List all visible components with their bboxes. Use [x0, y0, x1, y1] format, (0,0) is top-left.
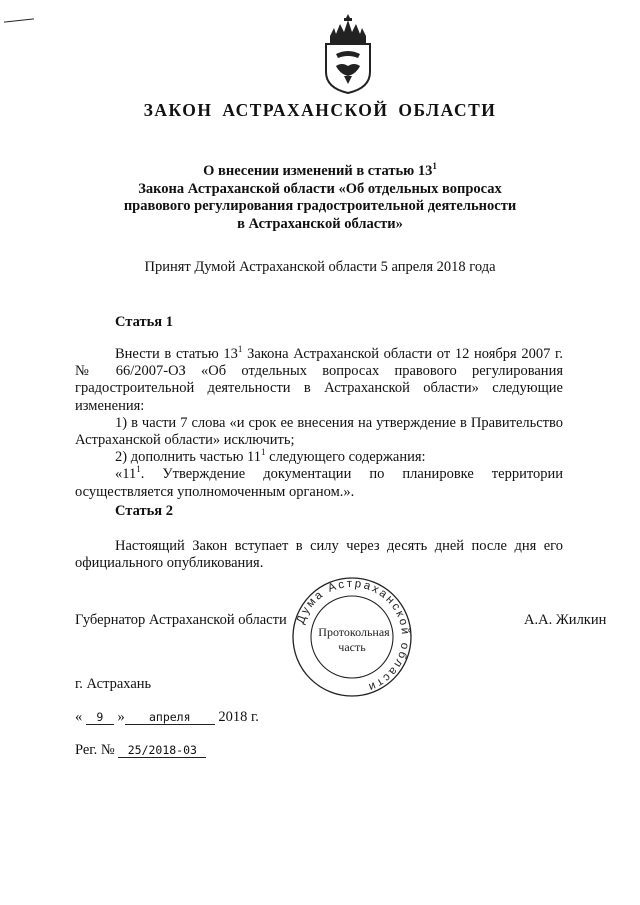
- signing-date: [75, 709, 259, 726]
- date-close-quote: »: [117, 709, 125, 725]
- date-open-quote: «: [75, 709, 83, 725]
- date-day: 9: [86, 710, 114, 725]
- astrakhan-coat-of-arms-icon: [322, 14, 374, 94]
- governor-name: А.А. Жилкин: [524, 612, 607, 628]
- article-2-paragraph: Настоящий Закон вступает в силу через десять дней после дня его официального опубликования.: [75, 538, 563, 572]
- stamp-ring-text: Дума Астраханской области: [294, 577, 412, 694]
- article-1-heading: Статья 1: [115, 314, 173, 330]
- article-1-body: [75, 346, 563, 501]
- subject-line-4: в Астраханской области»: [237, 215, 403, 232]
- place-of-signing: г. Астрахань: [75, 676, 152, 692]
- date-year: 2018 г.: [218, 709, 259, 725]
- article-1-item-2: 2) дополнить частью $11^1$ следующего содержания:: [115, 447, 426, 466]
- law-subject: [0, 163, 640, 233]
- article-1-item-1: 1) в части 7 слова «и срок ее внесения на утверждение в Правительство Астраханской области» исключить;: [75, 414, 563, 449]
- article-2-heading: Статья 2: [115, 503, 173, 519]
- corner-mark: [4, 18, 34, 22]
- stamp-center-line-2: часть: [338, 640, 366, 654]
- subject-line-2: Закона Астраханской области «Об отдельных вопросах: [138, 180, 502, 197]
- stamp-center-line-1: Протокольная: [318, 625, 390, 639]
- subject-line-3: правового регулирования градостроительной деятельности: [123, 198, 517, 214]
- governor-title: Губернатор Астраханской области: [75, 612, 287, 628]
- law-title: ЗАКОН АСТРАХАНСКОЙ ОБЛАСТИ: [143, 100, 497, 120]
- article-2-body: [75, 538, 563, 572]
- registration-number: 25/2018-03: [118, 743, 206, 758]
- registration-label: Рег. №: [75, 742, 115, 758]
- duma-stamp: [288, 576, 416, 698]
- article-1-quote: «$11^1$. Утверждение документации по планировке территории осуществляется уполномоченным органом.».: [75, 464, 563, 500]
- date-month: апреля: [125, 710, 215, 725]
- subject-line-1: О внесении изменений в статью $13^1$: [203, 161, 437, 179]
- adoption-note: Принят Думой Астраханской области 5 апреля 2018 года: [144, 259, 496, 275]
- registration-line: [75, 742, 206, 759]
- article-1-paragraph: Внести в статью $13^1$ Закона Астраханской области от 12 ноября 2007 г. № 66/2007-ОЗ «Об отдельных вопросах правового регулирования градостроительной деятельности в Астраханской области» следующие изменения:: [75, 344, 563, 414]
